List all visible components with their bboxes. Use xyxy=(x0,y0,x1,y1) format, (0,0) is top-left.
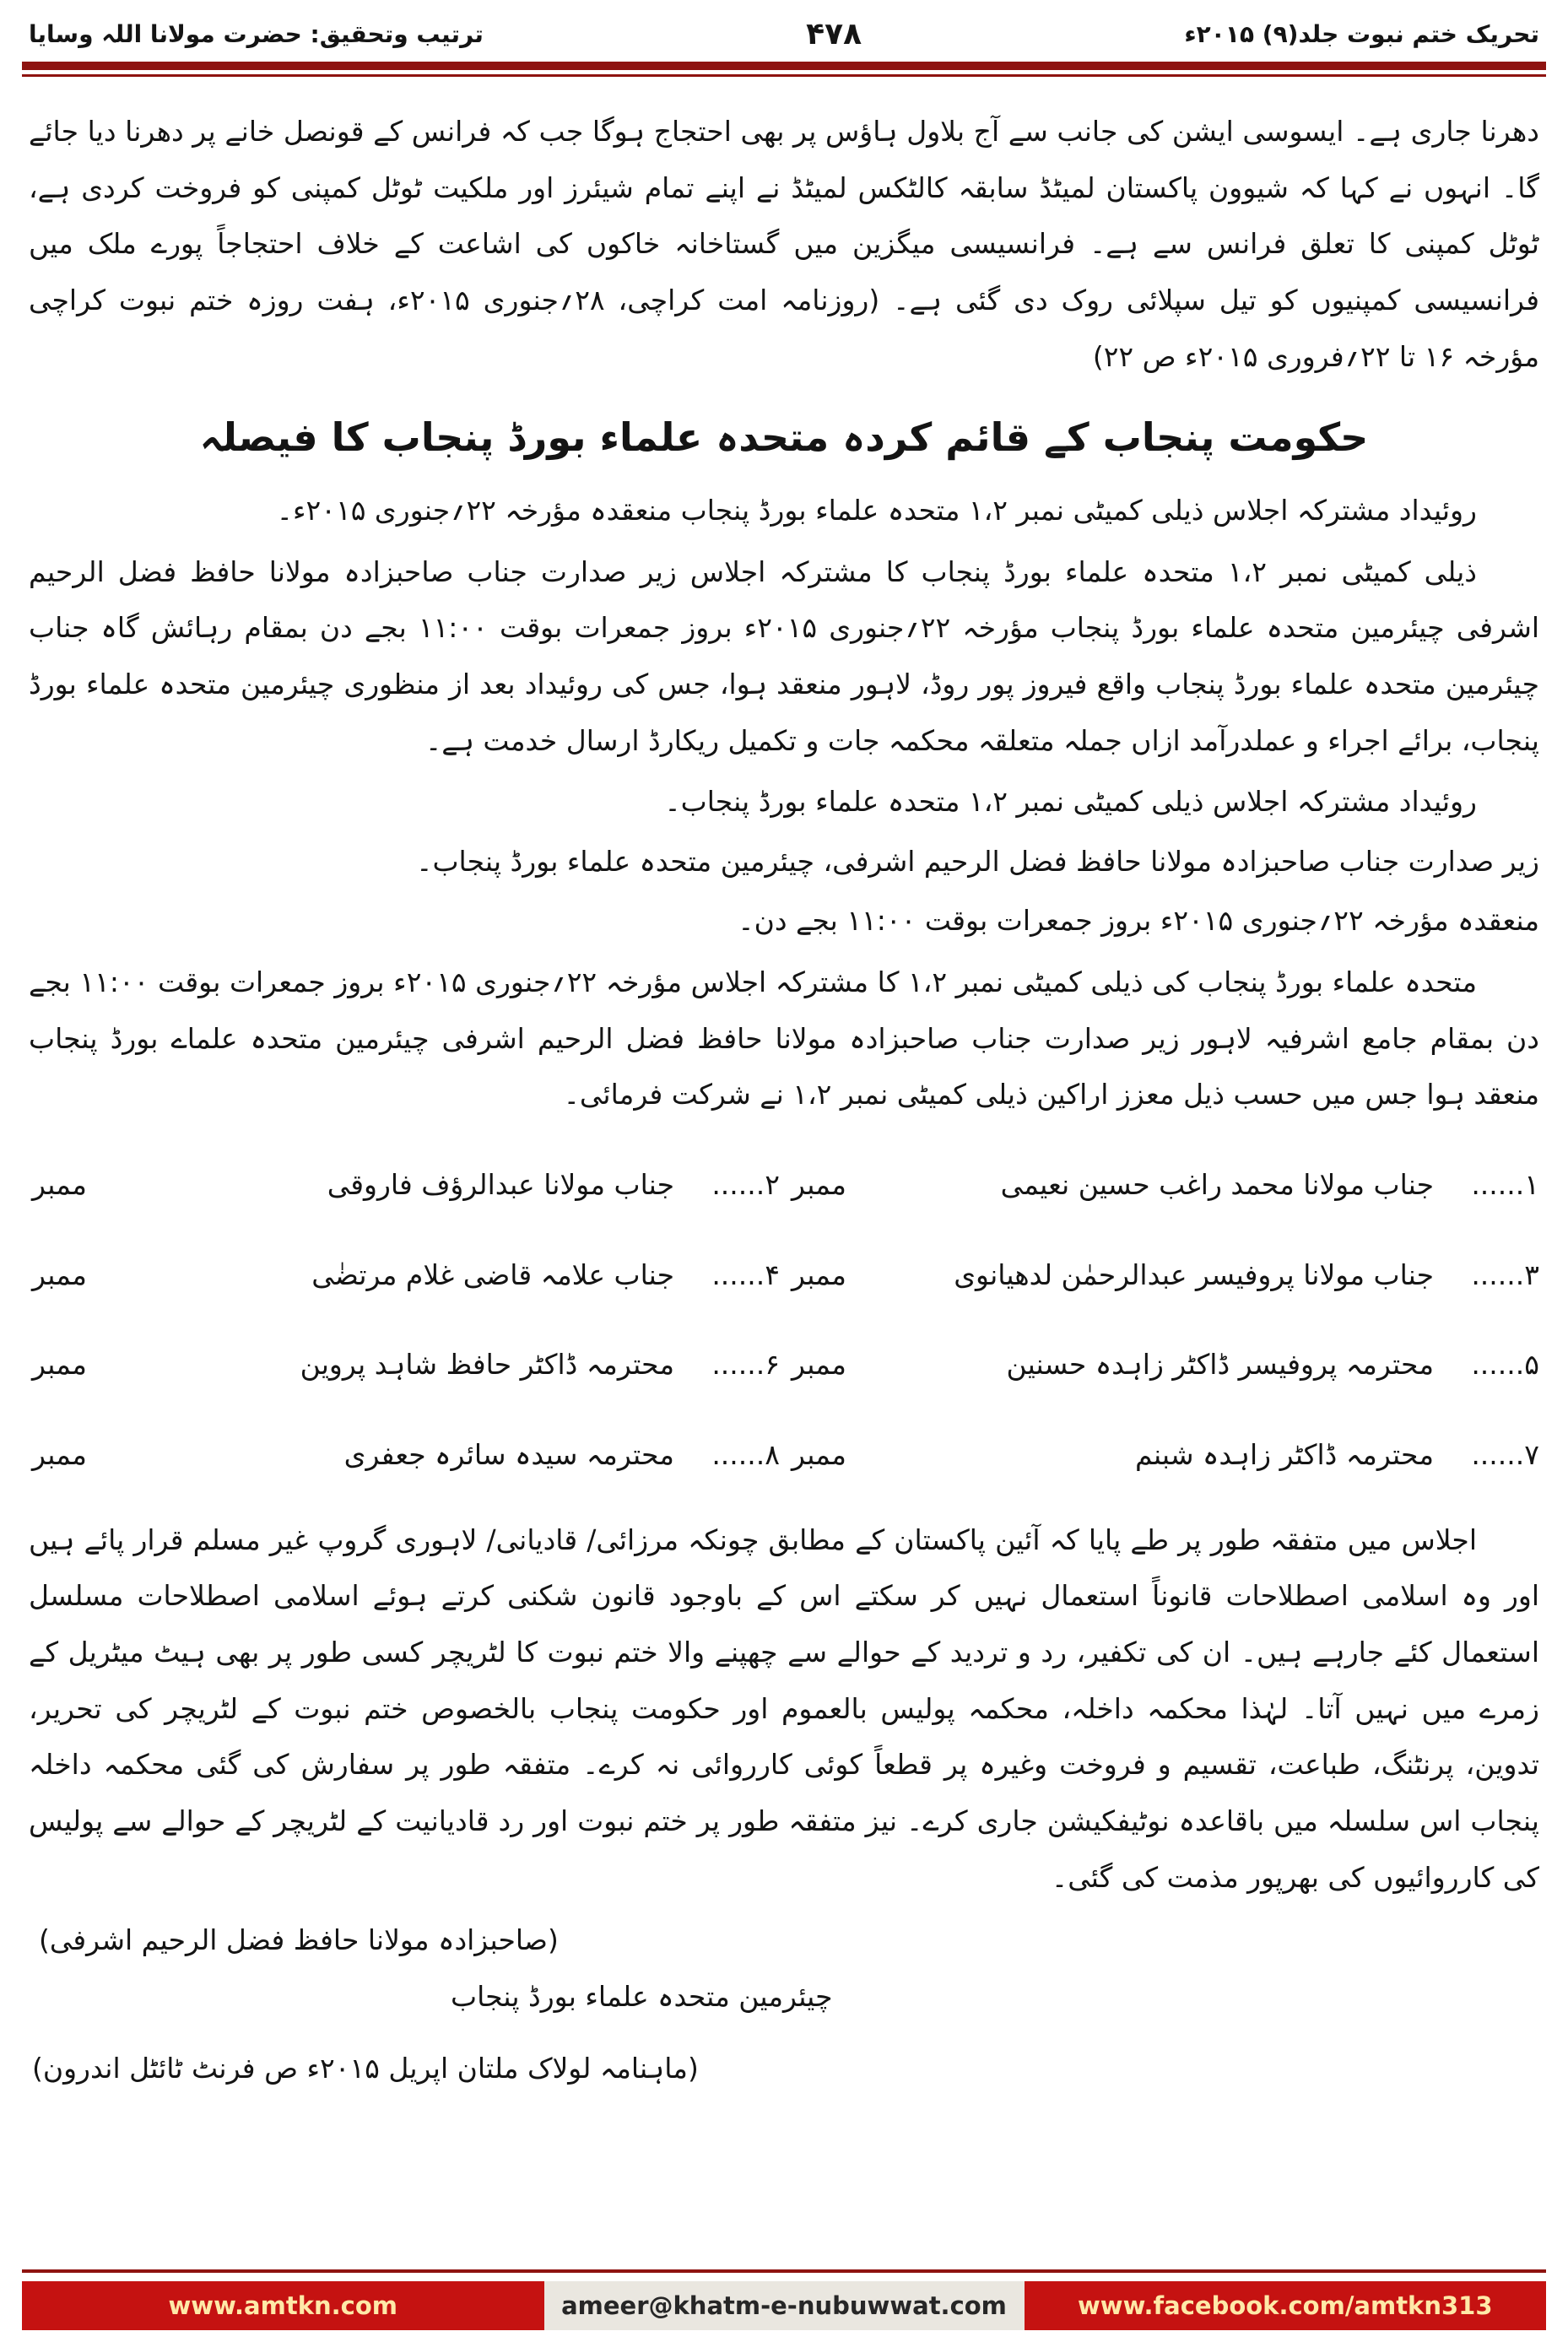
footer-divider xyxy=(22,2269,1546,2273)
member-role: ممبر xyxy=(792,1168,846,1202)
line-sadarat: زیر صدارت جناب صاحبزادہ مولانا حافظ فضل الرحیم اشرفی، چیئرمین متحدہ علماء بورڈ پنجاب۔ xyxy=(416,844,1539,878)
signature-name: (صاحبزادہ مولانا حافظ فضل الرحیم اشرفی) xyxy=(39,1923,559,1957)
member-name: جناب مولانا محمد راغب حسین نعیمی xyxy=(1000,1168,1434,1202)
header-divider-thick xyxy=(22,62,1546,70)
member-name: محترمہ ڈاکٹر حافظ شاہد پروین xyxy=(300,1348,674,1382)
news-citation: (روزنامہ امت کراچی، ۲۸؍جنوری ۲۰۱۵ء، ہفت روزہ ختم نبوت کراچی مؤرخہ ۱۶ تا ۲۲؍فروری ۲۰۱۵ء ص ۲۲) xyxy=(29,283,1539,373)
member-name: محترمہ پروفیسر ڈاکٹر زاہدہ حسنین xyxy=(1006,1348,1434,1382)
page-header xyxy=(22,15,1546,62)
member-name: محترمہ سیدہ سائرہ جعفری xyxy=(343,1438,674,1472)
paragraph-decision: اجلاس میں متفقہ طور پر طے پایا کہ آئین پاکستان کے مطابق چونکہ مرزائی/ قادیانی/ لاہوری گروپ غیر مسلم قرار پائے ہیں اور وہ اسلامی اصطلاحات قانوناً استعمال نہیں کر سکتے اس کے باوجود قانون شکنی کرتے ہوئے اسلامی اصطلاحات مسلسل استعمال کئے جارہے ہیں۔ ان کی تکفیر، رد و تردید کے حوالے سے چھپنے والا ختم نبوت کا لٹریچر کسی طور پر بھی ہیٹ میٹریل کے زمرے میں نہیں آتا۔ لہٰذا محکمہ داخلہ، محکمہ پولیس بالعموم اور حکومت پنجاب بالخصوص ختم نبوت کے لٹریچر کی تحریر، تدوین، پرنٹنگ، طباعت، تقسیم و فروخت وغیرہ پر قطعاً کوئی کارروائی نہ کرے۔ متفقہ طور پر سفارش کی گئی محکمہ داخلہ پنجاب اس سلسلہ میں باقاعدہ نوٹیفکیشن جاری کرے۔ نیز متفقہ طور پر ختم نبوت اور رد قادیانیت کے لٹریچر کے حوالے سے پولیس کی کارروائیوں کی بھرپور مذمت کی گئی۔ xyxy=(29,1523,1539,1894)
member-number: ۷...... xyxy=(1471,1438,1539,1472)
member-role: ممبر xyxy=(32,1168,87,1202)
source-note: (ماہنامہ لولاک ملتان اپریل ۲۰۱۵ء ص فرنٹ ٹائٹل اندرون) xyxy=(32,2051,699,2085)
paragraph-news xyxy=(29,104,1539,385)
paragraph-meeting: ذیلی کمیٹی نمبر ۱،۲ متحدہ علماء بورڈ پنجاب کا مشترکہ اجلاس زیر صدارت جناب صاحبزادہ مولانا حافظ فضل الرحیم اشرفی چیئرمین متحدہ علماء بورڈ پنجاب مؤرخہ ۲۲؍جنوری ۲۰۱۵ء بروز جمعرات بوقت ۱۱:۰۰ بجے دن بمقام رہائش گاہ جناب چیئرمین متحدہ علماء بورڈ پنجاب واقع فیروز پور روڈ، لاہور منعقد ہوا، جس کی روئیداد بعد از منظوری چیئرمین متحدہ علماء بورڈ پنجاب، برائے اجراء و عملدرآمد ازاں جملہ متعلقہ محکمہ جات و تکمیل ریکارڈ ارسال خدمت ہے۔ xyxy=(29,554,1540,757)
member-number: ۸...... xyxy=(711,1438,780,1472)
member-role: ممبر xyxy=(792,1348,846,1382)
page-number: ۴۷۸ xyxy=(806,17,862,51)
member-number: ۴...... xyxy=(711,1258,780,1291)
member-number: ۲...... xyxy=(711,1168,780,1202)
member-number: ۶...... xyxy=(711,1348,780,1382)
paragraph-session: متحدہ علماء بورڈ پنجاب کی ذیلی کمیٹی نمبر ۱،۲ کا مشترکہ اجلاس مؤرخہ ۲۲؍جنوری ۲۰۱۵ء بروز جمعرات بوقت ۱۱:۰۰ بجے دن بمقام جامع اشرفیہ لاہور زیر صدارت جناب صاحبزادہ مولانا حافظ فضل الرحیم اشرفی چیئرمین متحدہ علماے بورڈ پنجاب منعقد ہوا جس میں حسب ذیل معزز اراکین ذیلی کمیٹی نمبر ۱،۲ نے شرکت فرمائی۔ xyxy=(29,965,1539,1112)
member-role: ممبر xyxy=(792,1438,846,1472)
members-table xyxy=(29,1157,1539,1484)
member-number: ۵...... xyxy=(1471,1348,1539,1382)
section-heading: حکومت پنجاب کے قائم کردہ متحدہ علماء بورڈ پنجاب کا فیصلہ xyxy=(199,414,1369,461)
member-role: ممبر xyxy=(32,1348,87,1382)
signature-title: چیئرمین متحدہ علماء بورڈ پنجاب xyxy=(451,1979,833,2013)
member-name: جناب علامہ قاضی غلام مرتضٰی xyxy=(311,1258,674,1291)
footer-website-link[interactable]: www.amtkn.com xyxy=(22,2281,544,2330)
footer-email-link[interactable]: ameer@khatm-e-nubuwwat.com xyxy=(544,2281,1025,2330)
member-role: ممبر xyxy=(32,1438,87,1472)
page-footer xyxy=(22,2269,1546,2330)
member-number: ۱...... xyxy=(1471,1168,1539,1202)
paragraph-ruidad-intro: روئیداد مشترکہ اجلاس ذیلی کمیٹی نمبر ۱،۲ متحدہ علماء بورڈ پنجاب منعقدہ مؤرخہ ۲۲؍جنوری ۲۰۱۵ء۔ xyxy=(276,493,1477,527)
news-text: دھرنا جاری ہے۔ ایسوسی ایشن کی جانب سے آج بلاول ہاؤس پر بھی احتجاج ہوگا جب کہ فرانس کے قونصل خانے پر دھرنا دیا جائے گا۔ انہوں نے کہا کہ شیوون پاکستان لمیٹڈ سابقہ کالٹکس لمیٹڈ نے اپنے تمام شیئرز اور ملکیت ٹوٹل کمپنی کو فروخت کردی ہے، ٹوٹل کمپنی کا تعلق فرانس سے ہے۔ فرانسیسی میگزین میں گستاخانہ خاکوں کی اشاعت کے خلاف احتجاجاً پورے ملک میں فرانسیسی کمپنیوں کو تیل سپلائی روک دی گئی ہے۔ xyxy=(29,115,1540,316)
page-content xyxy=(22,77,1546,2269)
member-role: ممبر xyxy=(792,1258,846,1291)
footer-bar xyxy=(22,2281,1546,2330)
line-munaqida: منعقدہ مؤرخہ ۲۲؍جنوری ۲۰۱۵ء بروز جمعرات بوقت ۱۱:۰۰ بجے دن۔ xyxy=(738,904,1539,938)
line-ruidad: روئیداد مشترکہ اجلاس ذیلی کمیٹی نمبر ۱،۲ متحدہ علماء بورڈ پنجاب۔ xyxy=(664,785,1477,819)
footer-facebook-link[interactable]: www.facebook.com/amtkn313 xyxy=(1025,2281,1547,2330)
compiler-credit: ترتیب وتحقیق: حضرت مولانا اللہ وسایا xyxy=(29,20,484,48)
member-number: ۳...... xyxy=(1471,1258,1539,1291)
member-role: ممبر xyxy=(32,1258,87,1291)
member-name: محترمہ ڈاکٹر زاہدہ شبنم xyxy=(1135,1438,1434,1472)
member-name: جناب مولانا پروفیسر عبدالرحمٰن لدھیانوی xyxy=(954,1258,1434,1291)
member-name: جناب مولانا عبدالرؤف فاروقی xyxy=(327,1168,674,1202)
book-title: تحریک ختم نبوت جلد(۹) ۲۰۱۵ء xyxy=(1184,20,1539,48)
